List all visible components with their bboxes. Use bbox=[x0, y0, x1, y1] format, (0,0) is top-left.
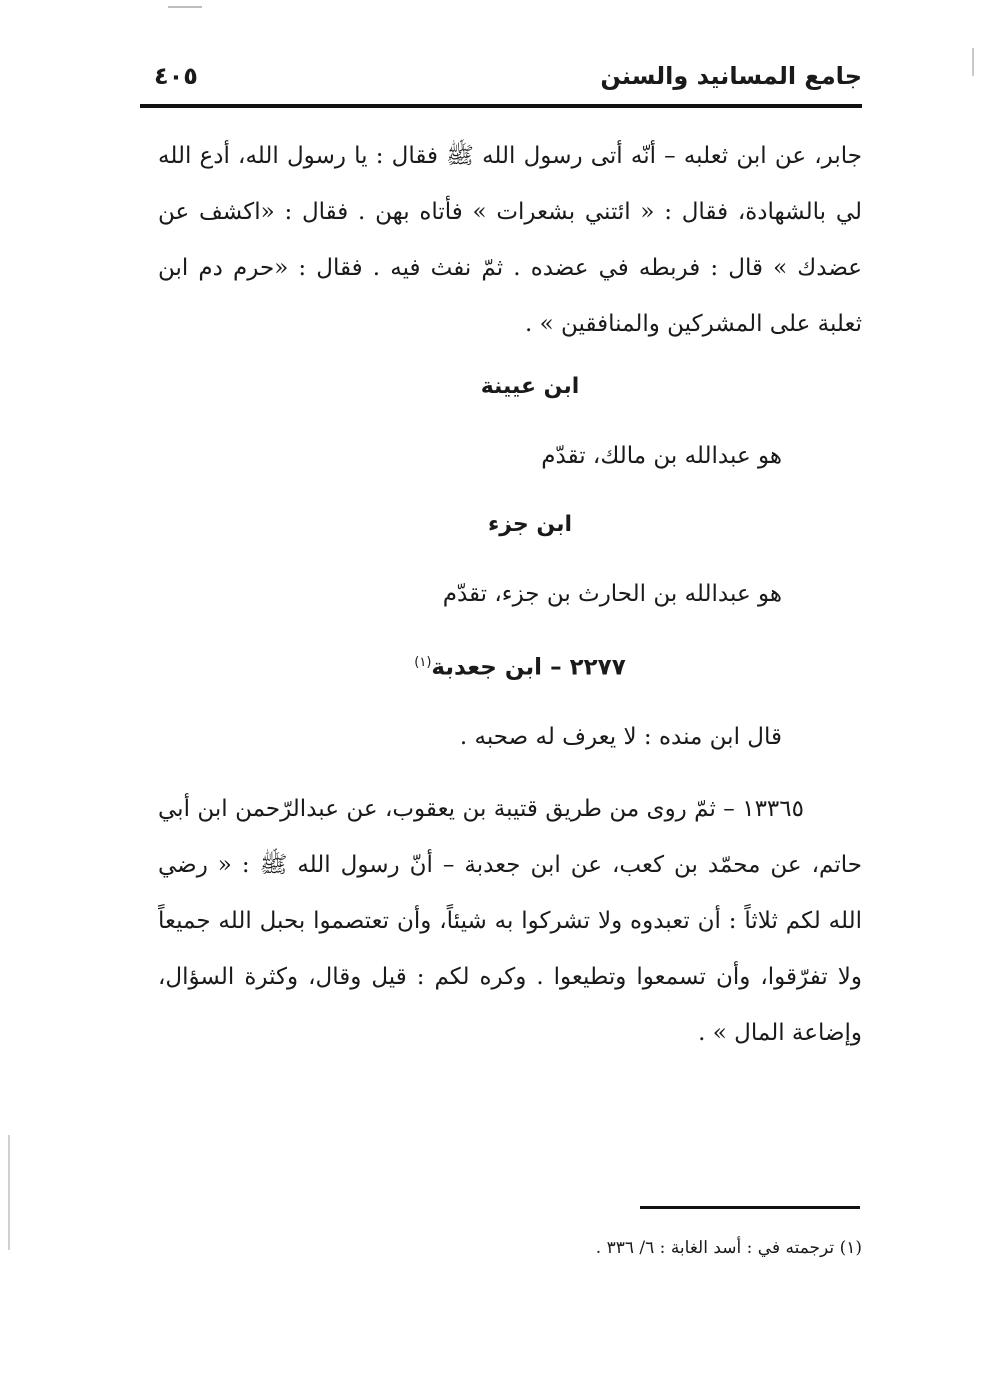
main-text bbox=[158, 128, 862, 1061]
paragraph-hadith-13365: ١٣٣٦٥ – ثمّ روى من طريق قتيبة بن يعقوب، عن عبدالرّحمن ابن أبي حاتم، عن محمّد بن كعب، عن ابن جعدبة – أنّ رسول الله ﷺ : « رضي الله لكم ثلاثاً : أن تعبدوه ولا تشركوا به شيئاً، وأن تعتصموا بحبل الله جميعاً ولا تفرّقوا، وأن تسمعوا وتطيعوا . وكره لكم : قيل وقال، وكثرة السؤال، وإضاعة المال » . bbox=[158, 795, 862, 1046]
scan-artifact-top bbox=[168, 6, 202, 8]
entry-ibn-juz: هو عبدالله بن الحارث بن جزء، تقدّم bbox=[442, 581, 782, 607]
footnote-divider bbox=[640, 1206, 860, 1209]
footnote: (١) ترجمته في : أسد الغابة : ٦/ ٣٣٦ . bbox=[595, 1238, 862, 1258]
footnote-marker: (١) bbox=[414, 655, 432, 670]
entry-ibn-jadaba: قال ابن منده : لا يعرف له صحبه . bbox=[459, 723, 782, 750]
page-number: ٤٠٥ bbox=[154, 62, 198, 90]
heading-ibn-jadaba bbox=[158, 628, 862, 703]
running-header bbox=[140, 56, 862, 100]
heading-ibn-uyayna: ابن عيينة bbox=[480, 374, 580, 399]
heading-ibn-juz: ابن جزء bbox=[487, 512, 573, 537]
scan-artifact-right bbox=[972, 48, 974, 76]
header-divider bbox=[140, 104, 862, 108]
running-title: جامع المسانيد والسنن bbox=[600, 62, 862, 90]
heading-ibn-jadaba-text: ٢٢٧٧ – ابن جعدبة bbox=[431, 654, 626, 681]
scan-artifact-left bbox=[8, 1135, 10, 1250]
entry-ibn-uyayna: هو عبدالله بن مالك، تقدّم bbox=[541, 443, 782, 469]
paragraph-hadith-ibn-thalaba: جابر، عن ابن ثعلبه – أنّه أتى رسول الله ﷺ فقال : يا رسول الله، أدع الله لي بالشهادة، فقال : « ائتني بشعرات » فأتاه بهن . فقال : «اكشف عن عضدك » قال : فربطه في عضده . ثمّ نفث فيه . فقال : «حرم دم ابن ثعلبة على المشركين والمنافقين » . bbox=[158, 143, 862, 337]
